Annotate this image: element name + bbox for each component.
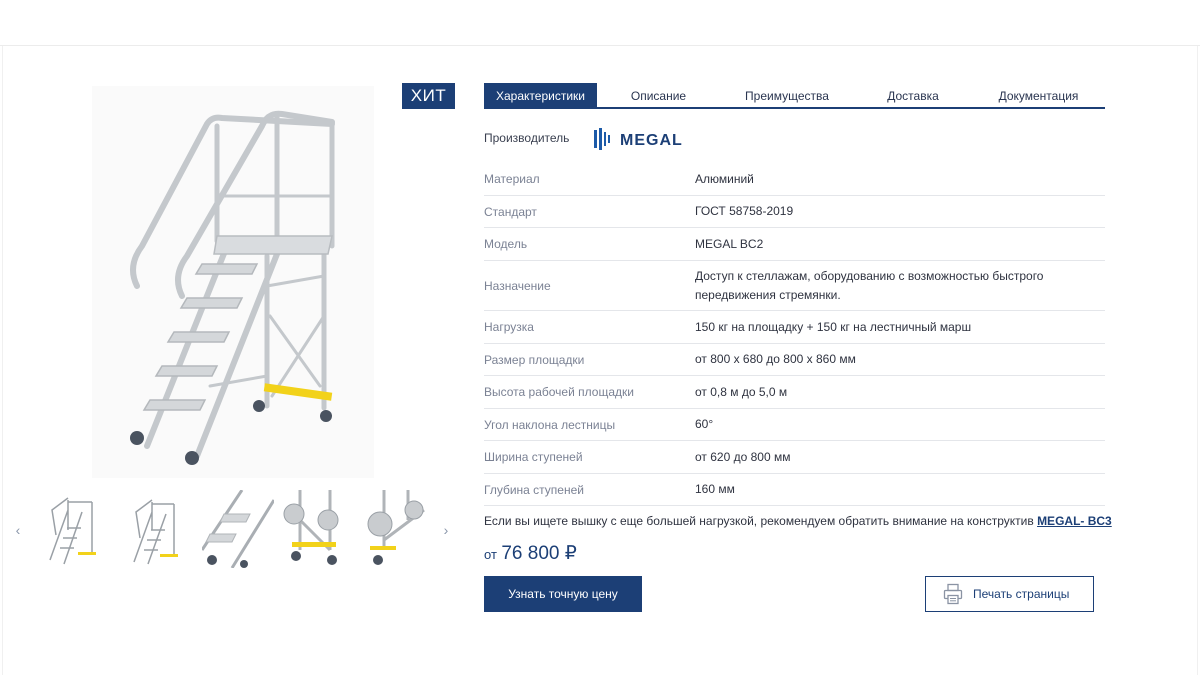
thumbnail-2[interactable] — [120, 490, 192, 568]
print-page-button[interactable] — [925, 576, 1094, 612]
recommendation-body: Если вы ищете вышку с еще большей нагрузкой, рекомендуем обратить внимание на конструктив — [484, 514, 1038, 528]
printer-icon — [943, 583, 963, 605]
spec-row — [484, 311, 1105, 344]
spec-row — [484, 474, 1105, 506]
spec-value: 160 мм — [695, 482, 735, 496]
spec-name: Модель — [484, 237, 528, 251]
price-value: 76 800 ₽ — [501, 543, 577, 564]
price-prefix: от — [484, 547, 497, 562]
spec-value: 150 кг на площадку + 150 кг на лестничный марш — [695, 319, 972, 334]
spec-row — [484, 376, 1105, 409]
spec-table — [484, 163, 1105, 506]
spec-value: 60° — [695, 417, 714, 431]
spec-row — [484, 228, 1105, 261]
chevron-right-icon[interactable]: › — [443, 522, 449, 538]
spec-value: MEGAL BC2 — [695, 236, 764, 251]
tab-characteristics[interactable]: Характеристики — [484, 83, 597, 107]
spec-name: Угол наклона лестницы — [484, 417, 616, 432]
product-main-image[interactable] — [92, 86, 374, 478]
spec-value: Алюминий — [695, 171, 754, 186]
tab-documentation[interactable]: Документация — [998, 89, 1079, 103]
thumbnail-strip — [10, 488, 460, 570]
spec-row — [484, 163, 1105, 196]
spec-value: от 800 х 680 до 800 х 860 мм — [695, 352, 856, 366]
spec-row — [484, 261, 1105, 311]
product-tabs — [484, 83, 1105, 109]
spec-value: Доступ к стеллажам, оборудованию с возможностью быстрого передвижения стремянки. — [695, 268, 1044, 302]
manufacturer-row — [484, 124, 1105, 154]
megal-logo-text: MEGAL — [620, 132, 683, 149]
spec-row — [484, 409, 1105, 441]
get-exact-price-button[interactable]: Узнать точную цену — [484, 576, 642, 612]
chevron-left-icon[interactable]: ‹ — [15, 522, 21, 538]
tab-delivery[interactable]: Доставка — [887, 89, 939, 103]
spec-name: Нагрузка — [484, 320, 534, 334]
spec-value: от 620 до 800 мм — [695, 449, 791, 464]
hit-badge: ХИТ — [402, 83, 455, 109]
top-header-bar — [0, 0, 1200, 46]
spec-row — [484, 344, 1105, 376]
thumbnail-1[interactable] — [38, 490, 110, 568]
thumbnail-5[interactable] — [364, 490, 436, 568]
tab-advantages[interactable]: Преимущества — [745, 89, 829, 103]
spec-value: ГОСТ 58758-2019 — [695, 204, 794, 218]
spec-name: Высота рабочей площадки — [484, 385, 634, 399]
spec-name: Материал — [484, 172, 540, 186]
mobile-ladder-illustration — [92, 86, 374, 478]
price — [484, 542, 577, 566]
recommendation-link[interactable]: MEGAL- BC3 — [1037, 514, 1112, 528]
recommendation-text — [484, 514, 1124, 528]
manufacturer-label: Производитель — [484, 131, 570, 145]
print-page-label: Печать страницы — [973, 587, 1070, 601]
thumbnail-4[interactable] — [282, 490, 354, 568]
spec-name: Глубина ступеней — [484, 482, 584, 497]
product-gallery — [0, 80, 470, 580]
spec-name: Стандарт — [484, 204, 537, 219]
spec-name: Ширина ступеней — [484, 450, 583, 464]
spec-row — [484, 196, 1105, 228]
spec-name: Размер площадки — [484, 352, 585, 367]
spec-row — [484, 441, 1105, 474]
spec-name: Назначение — [484, 278, 551, 293]
thumbnail-3[interactable] — [202, 490, 274, 568]
tab-description[interactable]: Описание — [630, 89, 687, 103]
megal-logo — [592, 126, 708, 152]
spec-value: от 0,8 м до 5,0 м — [695, 384, 788, 399]
